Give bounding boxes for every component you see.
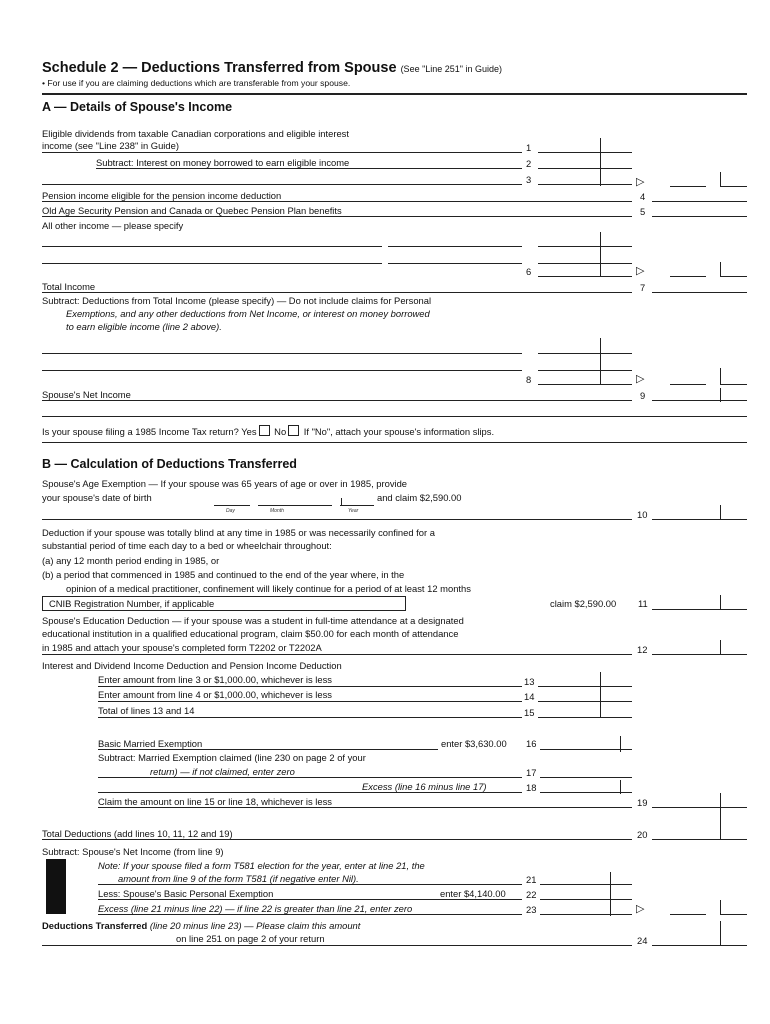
birth-day-field[interactable] <box>214 505 250 506</box>
black-bar-marker <box>46 859 66 914</box>
cnib-registration-field[interactable] <box>42 596 406 611</box>
line-13-field[interactable] <box>538 686 632 687</box>
line-5-label: 5 <box>640 206 646 217</box>
line-5-field[interactable] <box>652 216 747 217</box>
education-line-3: in 1985 and attach your spouse's completed form T2202 or T2202A <box>42 642 322 653</box>
blind-b-1: (b) a period that commenced in 1985 and continued to the end of the year where, in the <box>42 569 405 580</box>
note-t581-line-2: amount from line 9 of the form T581 (if negative enter Nil). <box>118 873 359 884</box>
line-18-field[interactable] <box>540 792 632 793</box>
line-3-label: 3 <box>526 174 532 185</box>
subtract-interest-label: Subtract: Interest on money borrowed to earn eligible income <box>96 157 350 168</box>
other-income-label: All other income — please specify <box>42 220 184 231</box>
line-4-label: 4 <box>640 191 646 202</box>
line-15-text: Total of lines 13 and 14 <box>98 705 195 716</box>
line-3-field[interactable] <box>538 184 632 185</box>
section-b-heading: B — Calculation of Deductions Transferred <box>42 457 297 471</box>
subtract-deductions-line-3: to earn eligible income (line 2 above). <box>66 321 222 332</box>
line-22-label: 22 <box>526 889 537 900</box>
birth-month-field[interactable] <box>258 505 332 506</box>
line-10-label: 10 <box>637 509 648 520</box>
total-deductions-label <box>42 828 233 839</box>
deductions-transferred-label: Deductions Transferred <box>42 920 148 931</box>
basic-married-amount: enter $3,630.00 <box>441 738 507 749</box>
section-divider <box>42 416 747 417</box>
line-20-label: 20 <box>637 829 648 840</box>
line-7-label: 7 <box>640 282 646 293</box>
age-claim-label: and claim $2,590.00 <box>377 492 462 503</box>
line-11-label: 11 <box>638 598 648 609</box>
birth-year-field[interactable] <box>340 505 374 506</box>
line-1-field[interactable] <box>538 152 632 153</box>
education-line-1: Spouse's Education Deduction — if your spouse was a student in full-time attendance at a designated <box>42 615 464 626</box>
subtract-deductions-label <box>42 295 431 306</box>
total-income-label: Total Income <box>42 281 96 292</box>
excess-23-label: Excess (line 21 minus line 22) — if line 22 is greater than line 21, enter zero <box>98 903 413 914</box>
education-line-2: educational institution in a qualified educational program, claim $50.00 for each month of attendance <box>42 628 459 639</box>
blind-claim-label: claim $2,590.00 <box>550 598 617 609</box>
line-9-field[interactable] <box>652 400 747 401</box>
subtract-deductions-text: Subtract: Deductions from Total Income (please specify) — Do not include claims for Personal <box>42 295 432 306</box>
other-income-specify-1[interactable] <box>42 246 382 247</box>
line-8-field[interactable] <box>538 384 632 385</box>
blind-b-2: opinion of a medical practitioner, confinement will likely continue for a period of at least 12 months <box>66 583 471 594</box>
blind-line-2: substantial period of time each day to a bed or wheelchair throughout: <box>42 540 332 551</box>
day-caption: Day <box>226 508 235 514</box>
line-16-label: 16 <box>526 738 537 749</box>
arrow-right-icon: ▷ <box>636 903 645 915</box>
line-7-field[interactable] <box>652 292 747 293</box>
line-10-field[interactable] <box>652 519 747 520</box>
deductions-specify-2[interactable] <box>42 370 522 371</box>
line-23-label: 23 <box>526 904 537 915</box>
line-21-label: 21 <box>526 874 537 885</box>
subtract-deductions-line-2: Exemptions, and any other deductions from Net Income, or interest on money borrowed <box>66 308 430 319</box>
line-24-field[interactable] <box>652 945 747 946</box>
line-6-field[interactable] <box>538 276 632 277</box>
yes-label: Yes <box>241 426 257 437</box>
form-title <box>42 60 502 78</box>
filing-question-text: Is your spouse filing a 1985 Income Tax return? <box>42 426 239 437</box>
line-14-label: 14 <box>524 691 535 702</box>
filing-note: If "No", attach your spouse's information slips. <box>303 426 495 437</box>
line-14-field[interactable] <box>538 701 632 702</box>
age-exemption-line-1: Spouse's Age Exemption — If your spouse was 65 years of age or over in 1985, provide <box>42 478 408 489</box>
line-16-field[interactable] <box>540 749 632 750</box>
subtract-net-label: Subtract: Spouse's Net Income (from line 9) <box>42 846 224 857</box>
dividends-line-1: Eligible dividends from taxable Canadian corporations and eligible interest <box>42 128 349 139</box>
line-21-field[interactable] <box>540 884 632 885</box>
line-2-field[interactable] <box>538 168 632 169</box>
excess-18-label: Excess (line 16 minus line 17) <box>362 781 487 792</box>
yes-checkbox[interactable] <box>259 425 270 436</box>
form-title-ref: (See "Line 251" in Guide) <box>400 64 503 74</box>
pension-label: Pension income eligible for the pension income deduction <box>42 190 282 201</box>
line-19-label: 19 <box>637 797 648 808</box>
blind-a: (a) any 12 month period ending in 1985, or <box>42 555 220 566</box>
arrow-right-icon: ▷ <box>636 176 645 188</box>
line-12-field[interactable] <box>652 654 747 655</box>
line-11-field[interactable] <box>652 609 747 610</box>
line-1-label: 1 <box>526 142 532 153</box>
line-19-field[interactable] <box>652 807 747 808</box>
oas-label: Old Age Security Pension and Canada or Quebec Pension Plan benefits <box>42 205 342 216</box>
line-13-label: 13 <box>524 676 535 687</box>
line-24-label: 24 <box>637 935 648 946</box>
form-title-text: Schedule 2 — Deductions Transferred from Spouse <box>42 60 397 76</box>
filing-question <box>42 425 494 437</box>
line-20-field[interactable] <box>652 839 747 840</box>
deductions-transferred-line-2: on line 251 on page 2 of your return <box>176 933 325 944</box>
interest-dividend-heading: Interest and Dividend Income Deduction and Pension Income Deduction <box>42 660 342 671</box>
line-23-field[interactable] <box>540 914 632 915</box>
line-6-label: 6 <box>526 266 532 277</box>
header-rule <box>42 93 747 95</box>
line-17-label: 17 <box>526 767 537 778</box>
claim-19-label: Claim the amount on line 15 or line 18, whichever is less <box>98 796 332 807</box>
line-18-label: 18 <box>526 782 537 793</box>
line-4-field[interactable] <box>652 201 747 202</box>
line-17-field[interactable] <box>540 777 632 778</box>
deductions-specify-1[interactable] <box>42 353 522 354</box>
total-deductions-text: Total Deductions (add lines 10, 11, 12 and 19) <box>42 828 233 839</box>
married-claimed-line-1: Subtract: Married Exemption claimed (line 230 on page 2 of your <box>98 752 366 763</box>
line-12-label: 12 <box>637 644 648 655</box>
line-14-text: Enter amount from line 4 or $1,000.00, whichever is less <box>98 689 332 700</box>
form-note: • For use if you are claiming deductions which are transferable from your spouse. <box>42 78 351 88</box>
married-claimed-line-2: return) — if not claimed, enter zero <box>150 766 295 777</box>
deductions-transferred-line-1 <box>42 920 360 931</box>
no-label: No <box>274 426 287 437</box>
line-8-label: 8 <box>526 374 532 385</box>
dividends-line-2: income (see "Line 238" in Guide) <box>42 140 179 151</box>
line-15-field[interactable] <box>538 717 632 718</box>
spouse-net-income-label: Spouse's Net Income <box>42 389 131 400</box>
section-a-heading: A — Details of Spouse's Income <box>42 100 233 114</box>
age-exemption-line-2: your spouse's date of birth <box>42 492 152 503</box>
line-2-label: 2 <box>526 158 532 169</box>
note-t581-line-1: Note: If your spouse filed a form T581 election for the year, enter at line 21, the <box>98 860 425 871</box>
cnib-label: CNIB Registration Number, if applicable <box>49 598 215 609</box>
year-caption: Year <box>348 508 359 514</box>
no-checkbox[interactable] <box>288 425 299 436</box>
month-caption: Month <box>270 508 284 514</box>
less-22-label: Less: Spouse's Basic Personal Exemption <box>98 888 274 899</box>
line-22-field[interactable] <box>540 899 632 900</box>
line-9-label: 9 <box>640 390 646 401</box>
deductions-transferred-note: (line 20 minus line 23) — Please claim this amount <box>149 920 361 931</box>
basic-married-label: Basic Married Exemption <box>98 738 203 749</box>
arrow-right-icon: ▷ <box>636 265 645 277</box>
less-22-amount: enter $4,140.00 <box>440 888 506 899</box>
arrow-right-icon: ▷ <box>636 373 645 385</box>
line-15-label: 15 <box>524 707 535 718</box>
blind-line-1: Deduction if your spouse was totally blind at any time in 1985 or was necessarily confined for a <box>42 527 435 538</box>
other-income-specify-2[interactable] <box>42 263 382 264</box>
line-13-text: Enter amount from line 3 or $1,000.00, whichever is less <box>98 674 332 685</box>
